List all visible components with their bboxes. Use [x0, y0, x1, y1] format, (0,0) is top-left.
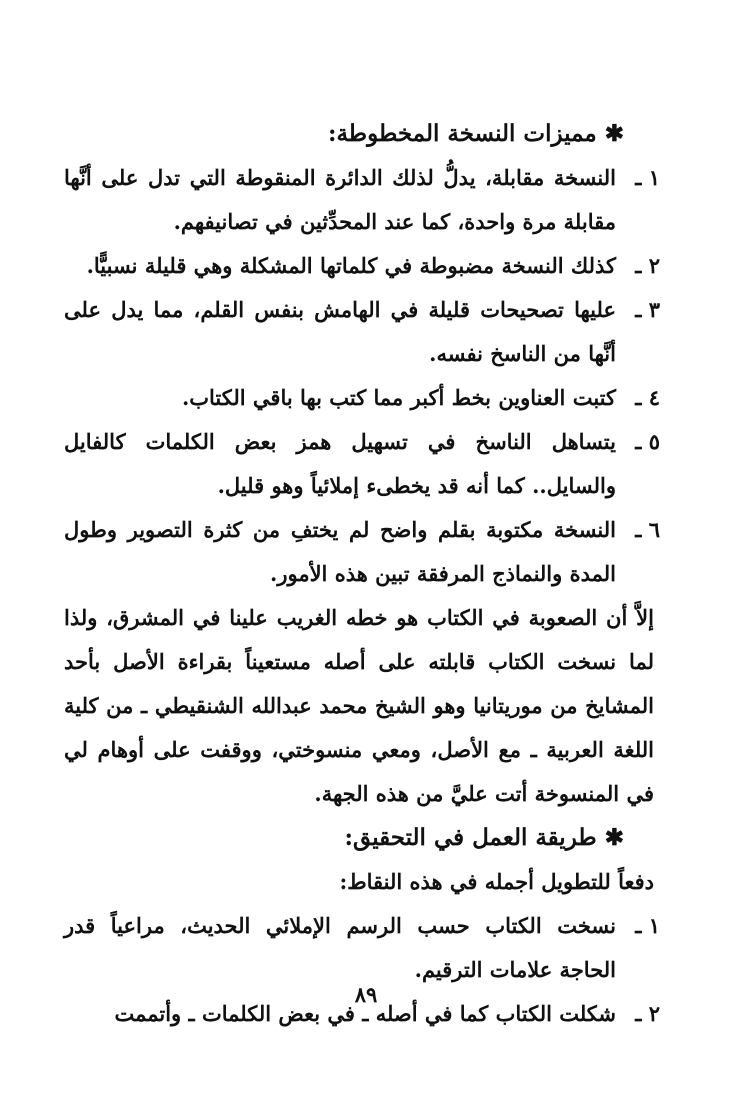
heading-text: مميزات النسخة المخطوطة:: [327, 120, 597, 147]
item-text: النسخة مقابلة، يدلُّ لذلك الدائرة المنقوطة التي تدل على أنَّها مقابلة مرة واحدة، كما عند المحدِّثين في تصانيفهم.: [64, 165, 616, 234]
item-text: يتساهل الناسخ في تسهيل همز بعض الكلمات كالفايل والسايل.. كما أنه قد يخطىء إملائياً وهو قليل.: [64, 429, 616, 498]
body-paragraph: إلاَّ أن الصعوبة في الكتاب هو خطه الغريب علينا في المشرق، ولذا لما نسخت الكتاب قابلته على أصله مستعيناً بقراءة الأصل بأحد المشايخ من موريتانيا وهو الشيخ محمد عبدالله الشنقيطي ـ من كلية اللغة العربية ـ مع الأصل، ومعي منسوختي، ووقفت على أوهام لي في المنسوخة أتت عليَّ من هذه الجهة.: [64, 605, 655, 806]
item-number: ٢ ـ: [635, 1001, 660, 1026]
item-text: النسخة مكتوبة بقلم واضح لم يختفِ من كثرة التصوير وطول المدة والنماذج المرفقة تبين هذه الأمور.: [64, 517, 616, 586]
page-body: [64, 112, 660, 1036]
item-text: كذلك النسخة مضبوطة في كلماتها المشكلة وهي قليلة نسبيًّا.: [86, 253, 616, 278]
page-number: ٨٩: [354, 982, 378, 1007]
item-text: نسخت الكتاب حسب الرسم الإملائي الحديث، مراعياً قدر الحاجة علامات الترقيم.: [64, 913, 616, 982]
list-item: [64, 244, 660, 288]
section-heading-manuscript-features: [64, 112, 654, 156]
item-text: شكلت الكتاب كما في أصله ـ في بعض الكلمات ـ وأتممت: [114, 1001, 616, 1026]
item-number: ٢ ـ: [635, 253, 660, 278]
asterisk-icon: ✱: [604, 120, 624, 147]
section-heading-method: [64, 816, 654, 860]
intro-line: دفعاً للتطويل أجمله في هذه النقاط:: [339, 869, 654, 894]
list-item: [64, 376, 660, 420]
list-item: [64, 904, 660, 992]
item-text: عليها تصحيحات قليلة في الهامش بنفس القلم، مما يدل على أنَّها من الناسخ نفسه.: [64, 297, 616, 366]
list-item: [64, 288, 660, 376]
item-number: ٣ ـ: [635, 297, 660, 322]
asterisk-icon: ✱: [604, 824, 624, 851]
item-number: ١ ـ: [635, 913, 660, 938]
item-number: ٦ ـ: [635, 517, 660, 542]
item-number: ١ ـ: [635, 165, 660, 190]
item-text: كتبت العناوين بخط أكبر مما كتب بها باقي الكتاب.: [181, 385, 616, 410]
item-number: ٤ ـ: [635, 385, 660, 410]
list-item: [64, 420, 660, 508]
list-item: [64, 508, 660, 596]
list-item: [64, 156, 660, 244]
item-number: ٥ ـ: [635, 429, 660, 454]
heading-text: طريقة العمل في التحقيق:: [344, 824, 597, 851]
